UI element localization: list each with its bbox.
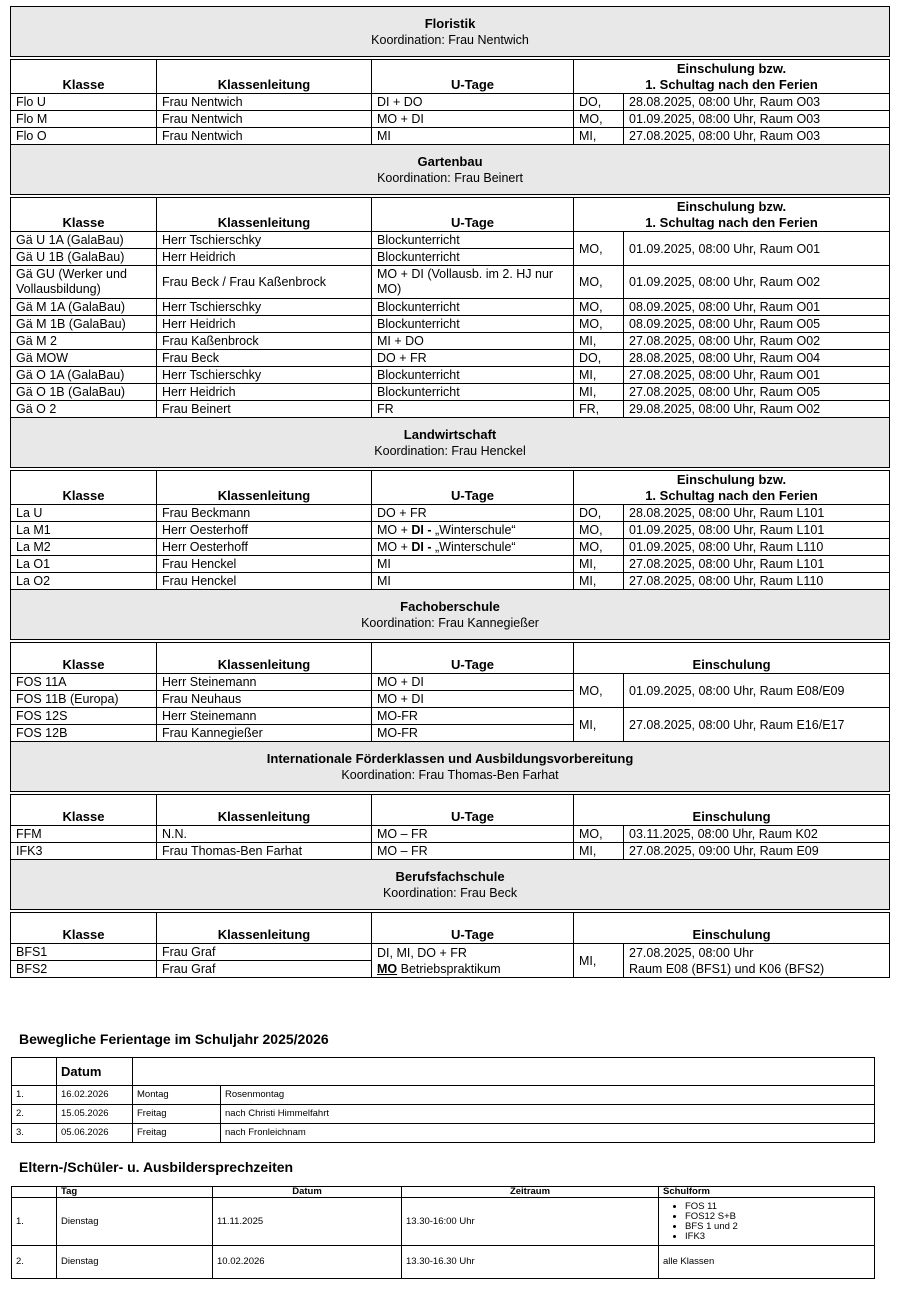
table-row: La M1 Herr Oesterhoff MO + DI - „Winterschule“ MO, 01.09.2025, 08:00 Uhr, Raum L101: [11, 522, 890, 539]
table-row: Gä O 2 Frau Beinert FR FR, 29.08.2025, 08:00 Uhr, Raum O02: [11, 401, 890, 418]
section-header-foerderklassen: [11, 742, 890, 792]
section-header-berufsfachschule: [11, 860, 890, 910]
section-koordination: Koordination: Frau Beck: [382, 885, 518, 900]
table-row: La M2 Herr Oesterhoff MO + DI - „Winterschule“ MO, 01.09.2025, 08:00 Uhr, Raum L110: [11, 539, 890, 556]
header-klasse: Klasse: [11, 60, 157, 94]
table-row: FOS 11B (Europa) Frau Neuhaus MO + DI: [11, 691, 890, 708]
ferientage-title: Bewegliche Ferientage im Schuljahr 2025/2026: [19, 1031, 329, 1047]
column-header-row: Klasse Klassenleitung U-Tage Einschulung: [11, 643, 890, 674]
sprechzeiten-title: Eltern-/Schüler- u. Ausbildersprechzeiten: [19, 1159, 294, 1175]
ferientage-header-row: Datum: [12, 1058, 875, 1086]
table-row: Gä O 1A (GalaBau) Herr Tschierschky Blockunterricht MI, 27.08.2025, 08:00 Uhr, Raum O01: [11, 367, 890, 384]
table-row: FFM N.N. MO – FR MO, 03.11.2025, 08:00 Uhr, Raum K02: [11, 826, 890, 843]
table-row: Gä MOW Frau Beck DO + FR DO, 28.08.2025, 08:00 Uhr, Raum O04: [11, 350, 890, 367]
section-title: Gartenbau: [417, 153, 483, 169]
section-header-floristik: [11, 7, 890, 57]
section-koordination: Koordination: Frau Beinert: [377, 170, 523, 185]
header-utage: U-Tage: [372, 60, 574, 94]
ferientage-table: [11, 1057, 875, 1143]
column-header-row: Klasse Klassenleitung U-Tage Einschulung bzw. 1. Schultag nach den Ferien: [11, 471, 890, 505]
table-row: 1. Dienstag 11.11.2025 13.30-16:00 Uhr • FOS 11 • FOS12 S+B • BFS 1 und 2 • IFK3: [12, 1198, 875, 1246]
table-row: FOS 12B Frau Kannegießer MO-FR: [11, 725, 890, 742]
section-title: Berufsfachschule: [395, 868, 505, 884]
column-header-row: Klasse Klassenleitung U-Tage Einschulung: [11, 795, 890, 826]
sprechzeiten-table: [11, 1186, 875, 1279]
table-row: Gä M 1B (GalaBau) Herr Heidrich Blockunterricht MO, 08.09.2025, 08:00 Uhr, Raum O05: [11, 316, 890, 333]
section-header-landwirtschaft: [11, 418, 890, 468]
table-row: Gä U 1B (GalaBau) Herr Heidrich Blockunterricht: [11, 249, 890, 266]
section-koordination: Koordination: Frau Thomas-Ben Farhat: [341, 767, 559, 782]
table-row: Flo U Frau Nentwich DI + DO DO, 28.08.2025, 08:00 Uhr, Raum O03: [11, 94, 890, 111]
column-header-row: Klasse Klassenleitung U-Tage Einschulung: [11, 913, 890, 944]
table-row: Flo O Frau Nentwich MI MI, 27.08.2025, 08:00 Uhr, Raum O03: [11, 128, 890, 145]
table-row: Gä O 1B (GalaBau) Herr Heidrich Blockunterricht MI, 27.08.2025, 08:00 Uhr, Raum O05: [11, 384, 890, 401]
header-klassenleitung: Klassenleitung: [157, 60, 372, 94]
header-einschulung: Einschulung bzw. 1. Schultag nach den Ferien: [574, 60, 890, 94]
section-koordination: Koordination: Frau Kannegießer: [361, 615, 539, 630]
column-header-row: [11, 60, 890, 94]
table-row: FOS 11A Herr Steinemann MO + DI MO, 01.09.2025, 08:00 Uhr, Raum E08/E09: [11, 674, 890, 691]
bfs-utage: DI, MI, DO + FR MO Betriebspraktikum: [372, 944, 574, 978]
table-row: BFS2 Frau Graf: [11, 961, 890, 978]
table-row: 3. 05.06.2026 Freitag nach Fronleichnam: [12, 1124, 875, 1143]
section-title: Landwirtschaft: [403, 426, 497, 442]
section-koordination: Koordination: Frau Nentwich: [371, 32, 529, 47]
table-row: FOS 12S Herr Steinemann MO-FR MI, 27.08.2025, 08:00 Uhr, Raum E16/E17: [11, 708, 890, 725]
table-row: 2. 15.05.2026 Freitag nach Christi Himmelfahrt: [12, 1105, 875, 1124]
table-row: BFS1 Frau Graf DI, MI, DO + FR MO Betriebspraktikum MI, 27.08.2025, 08:00 Uhr Raum E08 (BFS1) und K06 (BFS2): [11, 944, 890, 961]
bfs-einschulung: 27.08.2025, 08:00 Uhr Raum E08 (BFS1) und K06 (BFS2): [624, 944, 890, 978]
table-row: 1. 16.02.2026 Montag Rosenmontag: [12, 1086, 875, 1105]
section-title: Internationale Förderklassen und Ausbildungsvorbereitung: [266, 750, 634, 766]
section-koordination: Koordination: Frau Henckel: [374, 443, 526, 458]
section-title: Floristik: [424, 15, 476, 31]
section-title: Fachoberschule: [400, 598, 500, 614]
table-row: Gä M 1A (GalaBau) Herr Tschierschky Blockunterricht MO, 08.09.2025, 08:00 Uhr, Raum O01: [11, 299, 890, 316]
table-row: Flo M Frau Nentwich MO + DI MO, 01.09.2025, 08:00 Uhr, Raum O03: [11, 111, 890, 128]
table-row: La O1 Frau Henckel MI MI, 27.08.2025, 08:00 Uhr, Raum L101: [11, 556, 890, 573]
section-header-gartenbau: [11, 145, 890, 195]
class-schedule-table: [10, 6, 890, 978]
table-row: Gä M 2 Frau Kaßenbrock MI + DO MI, 27.08.2025, 08:00 Uhr, Raum O02: [11, 333, 890, 350]
column-header-row: Klasse Klassenleitung U-Tage Einschulung bzw. 1. Schultag nach den Ferien: [11, 198, 890, 232]
table-row: IFK3 Frau Thomas-Ben Farhat MO – FR MI, 27.08.2025, 09:00 Uhr, Raum E09: [11, 843, 890, 860]
table-row: 2. Dienstag 10.02.2026 13.30-16.30 Uhr alle Klassen: [12, 1246, 875, 1279]
table-row: La O2 Frau Henckel MI MI, 27.08.2025, 08:00 Uhr, Raum L110: [11, 573, 890, 590]
sprechzeiten-header-row: Tag Datum Zeitraum Schulform: [12, 1187, 875, 1198]
section-header-fachoberschule: [11, 590, 890, 640]
schulform-list: • FOS 11 • FOS12 S+B • BFS 1 und 2 • IFK3: [659, 1198, 875, 1246]
table-row: Gä GU (Werker und Vollausbildung) Frau Beck / Frau Kaßenbrock MO + DI (Vollausb. im 2. HJ nur MO) MO, 01.09.2025, 08:00 Uhr, Raum O02: [11, 266, 890, 299]
table-row: Gä U 1A (GalaBau) Herr Tschierschky Blockunterricht MO, 01.09.2025, 08:00 Uhr, Raum O01: [11, 232, 890, 249]
table-row: La U Frau Beckmann DO + FR DO, 28.08.2025, 08:00 Uhr, Raum L101: [11, 505, 890, 522]
